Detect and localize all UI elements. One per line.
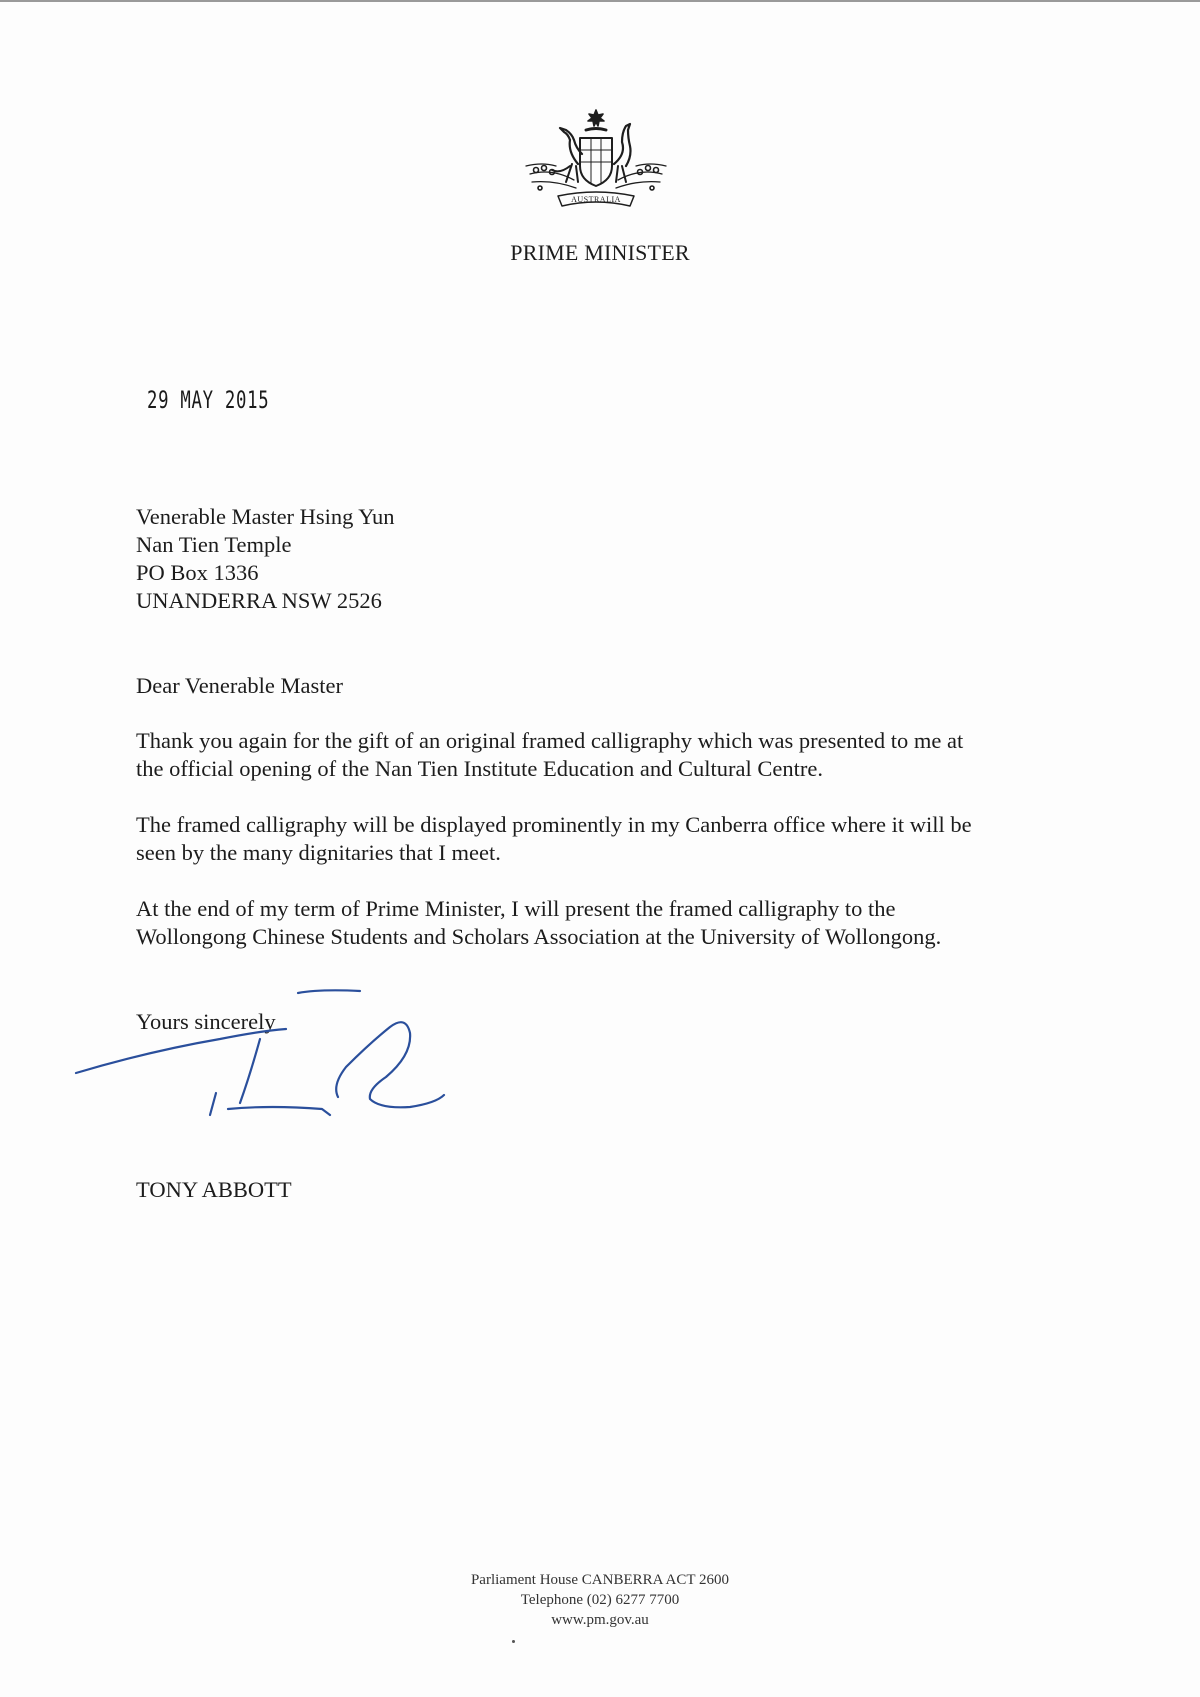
body-line: the official opening of the Nan Tien Institute Education and Cultural Centre. — [136, 756, 823, 781]
coat-of-arms-icon — [522, 108, 670, 224]
body-line: seen by the many dignitaries that I meet. — [136, 840, 501, 865]
footer-address: Parliament House CANBERRA ACT 2600 — [470, 1572, 730, 1588]
signatory-name: TONY ABBOTT — [136, 1177, 292, 1202]
closing: Yours sincerely — [136, 1009, 276, 1034]
footer-website: www.pm.gov.au — [551, 1612, 649, 1628]
letterhead-footer — [0, 1570, 1200, 1630]
body-line: Wollongong Chinese Students and Scholars Association at the University of Wollongong. — [136, 924, 942, 949]
body-line: At the end of my term of Prime Minister, I will present the framed calligraphy to the — [136, 896, 896, 921]
body-paragraph — [136, 811, 972, 867]
office-title: PRIME MINISTER — [510, 240, 690, 265]
recipient-po-box: PO Box 1336 — [136, 560, 259, 585]
crest-banner-text: AUSTRALIA — [571, 195, 621, 204]
body-line: The framed calligraphy will be displayed prominently in my Canberra office where it will be — [136, 812, 972, 837]
footer-telephone: Telephone (02) 6277 7700 — [520, 1592, 680, 1608]
date-stamp: 29 MAY 2015 — [147, 386, 270, 414]
body-paragraph — [136, 727, 963, 783]
recipient-locality: UNANDERRA NSW 2526 — [136, 588, 382, 613]
handwritten-signature — [70, 985, 460, 1145]
top-edge-rule — [0, 0, 1200, 2]
body-line: Thank you again for the gift of an original framed calligraphy which was presented to me at — [136, 728, 964, 753]
salutation: Dear Venerable Master — [136, 673, 343, 698]
recipient-organisation: Nan Tien Temple — [136, 532, 292, 557]
paper-speck — [512, 1640, 515, 1643]
recipient-address — [136, 503, 394, 615]
body-paragraph — [136, 895, 941, 951]
recipient-name: Venerable Master Hsing Yun — [136, 504, 395, 529]
